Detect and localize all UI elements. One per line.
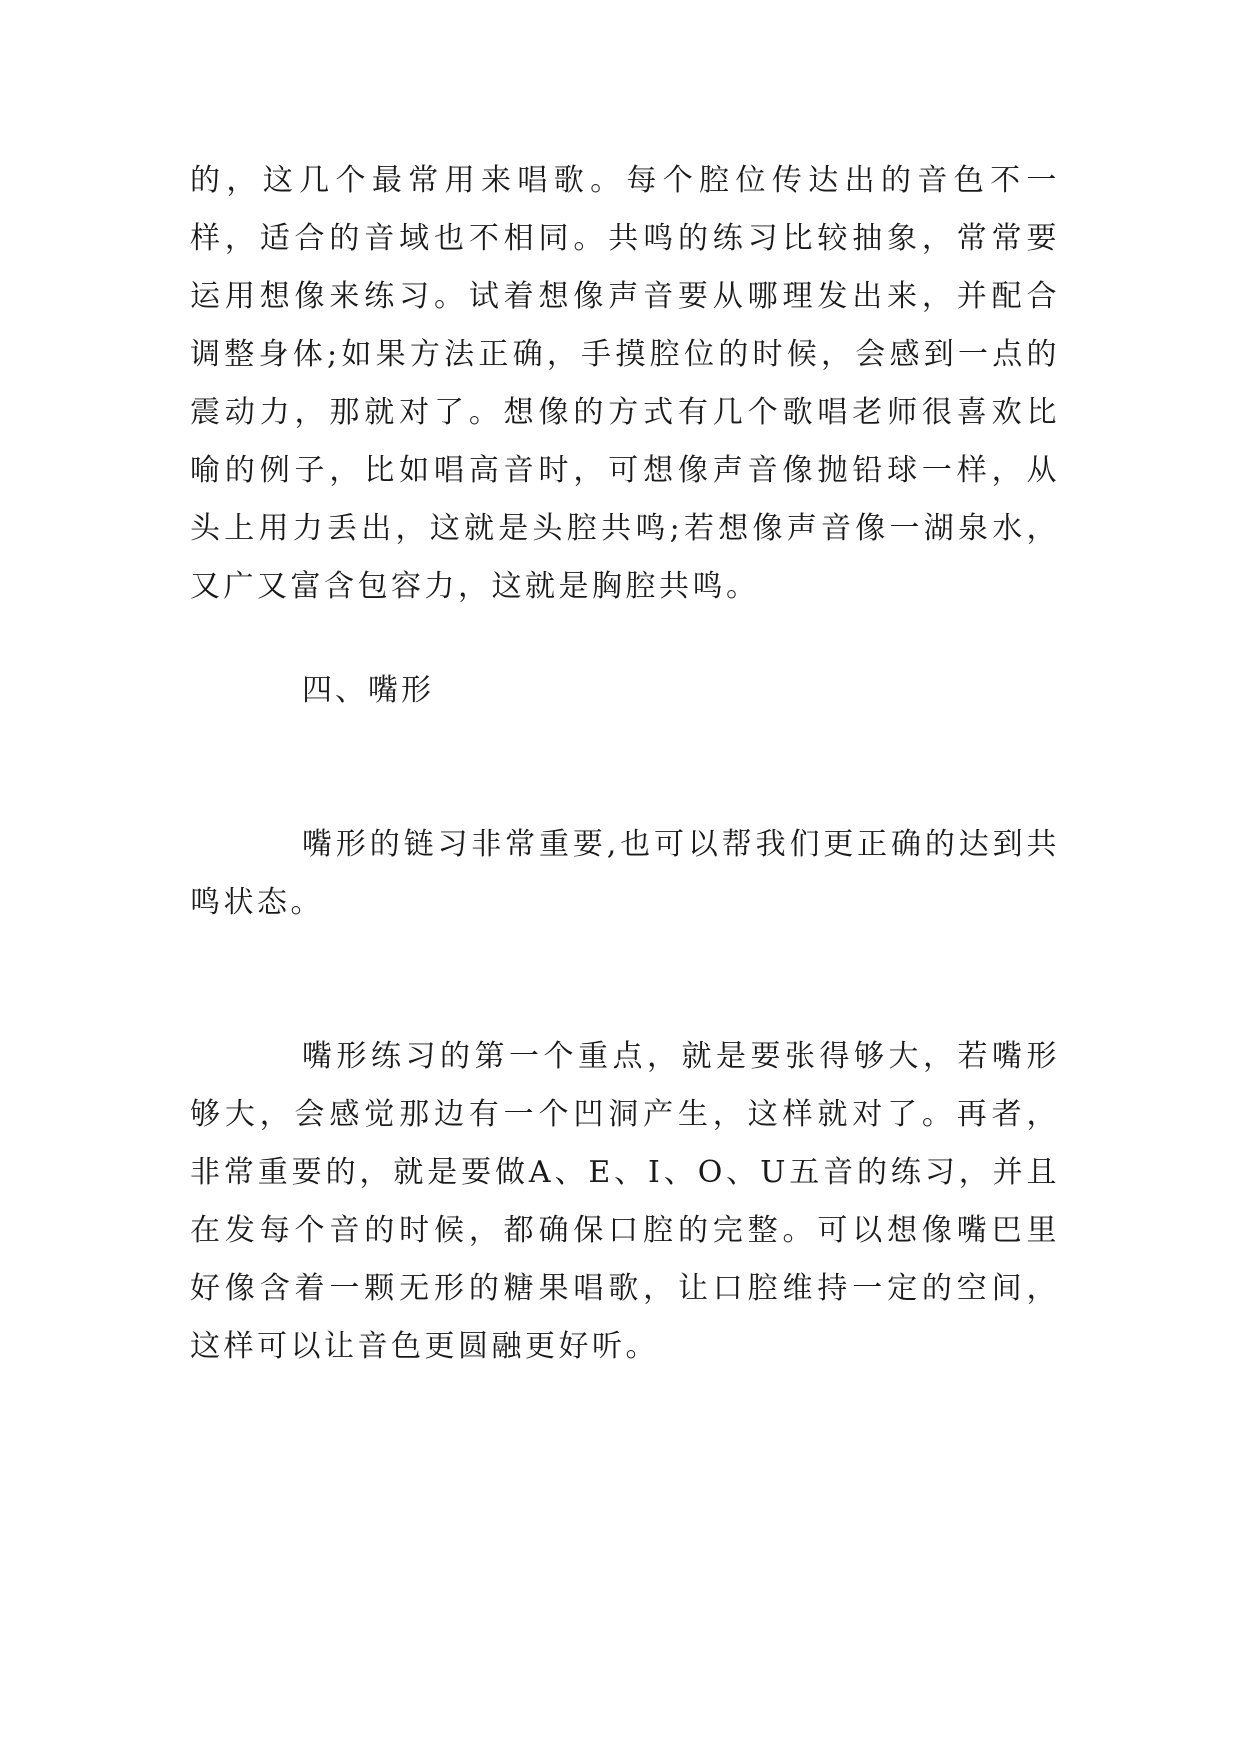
- section-heading: 四、嘴形: [302, 673, 434, 708]
- paragraph-mouth-shape-practice: 嘴形练习的第一个重点，就是要张得够大，若嘴形够大，会感觉那边有一个凹洞产生，这样就对了。再者，非常重要的，就是要做A、E、I、O、U五音的练习，并且在发每个音的时候，都确保口腔的完整。可以想像嘴巴里好像含着一颗无形的糖果唱歌，让口腔维持一定的空间，这样可以让音色更圆融更好听。: [190, 1039, 1060, 1364]
- paragraph-mouth-shape-intro: 嘴形的链习非常重要,也可以帮我们更正确的达到共鸣状态。: [190, 827, 1060, 920]
- paragraph-resonance: 的，这几个最常用来唱歌。每个腔位传达出的音色不一样，适合的音域也不相同。共鸣的练习比较抽象，常常要运用想像来练习。试着想像声音要从哪理发出来，并配合调整身体;如果方法正确，手摸腔位的时候，会感到一点的震动力，那就对了。想像的方式有几个歌唱老师很喜欢比喻的例子，比如唱高音时，可想像声音像抛铅球一样，从头上用力丢出，这就是头腔共鸣;若想像声音像一湖泉水，又广又富含包容力，这就是胸腔共鸣。: [190, 163, 1060, 604]
